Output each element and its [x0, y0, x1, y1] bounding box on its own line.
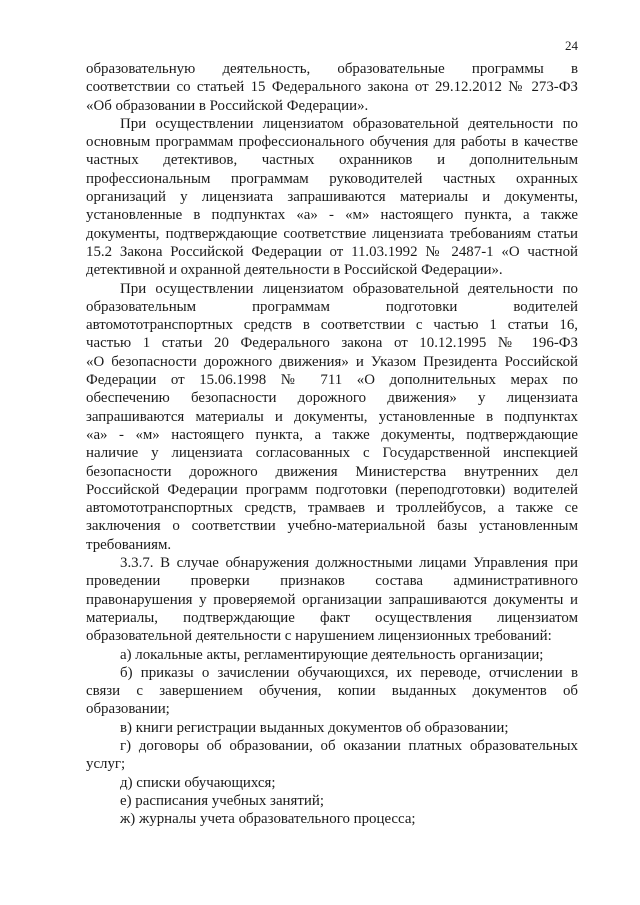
text-line: соответствии со статьей 15 Федерального закона от 29.12.2012 № 273-ФЗ — [86, 79, 578, 96]
text-line: автомототранспортных средств, трамваев и троллейбусов, а также се — [86, 500, 578, 517]
text-line: услуг; — [86, 756, 126, 773]
text-line: правонарушения у проверяемой организации запрашиваются документы и — [86, 591, 578, 608]
page-number: 24 — [565, 38, 578, 53]
text-line: обеспечению безопасности дорожного движения» у лицензиата — [86, 390, 578, 407]
text-line: материалы, подтверждающие факт осуществления лицензиатом — [86, 609, 578, 626]
text-line: ж) журналы учета образовательного процесса; — [120, 811, 416, 828]
text-line: профессиональным программам руководителей частных охранных — [86, 170, 578, 187]
text-line: связи с завершением обучения, копии выданных документов об — [86, 683, 578, 700]
text-line: «а» - «м» настоящего пункта, а также документы, подтверждающие — [86, 426, 578, 443]
text-line: е) расписания учебных занятий; — [120, 792, 324, 809]
text-line: При осуществлении лицензиатом образовательной деятельности по — [120, 280, 578, 297]
text-line: частью 1 статьи 20 Федерального закона от 10.12.1995 № 196-ФЗ — [86, 335, 578, 352]
text-line: а) локальные акты, регламентирующие деятельность организации; — [120, 646, 544, 663]
text-line: частных детективов, частных охранников и дополнительным — [86, 152, 578, 169]
text-line: г) договоры об образовании, об оказании платных образовательных — [120, 737, 578, 754]
text-line: автомототранспортных средств в соответствии с частью 1 статьи 16, — [86, 317, 578, 334]
text-line: При осуществлении лицензиатом образовательной деятельности по — [120, 115, 578, 132]
text-line: требованиям. — [86, 536, 172, 553]
text-line: наличие у лицензиата согласованных с Государственной инспекцией — [86, 445, 578, 462]
text-line: в) книги регистрации выданных документов об образовании; — [120, 719, 509, 736]
text-line: «О безопасности дорожного движения» и Указом Президента Российской — [86, 353, 578, 370]
text-line: б) приказы о зачислении обучающихся, их переводе, отчислении в — [120, 664, 578, 681]
text-line: основным программам профессионального обучения для работы в качестве — [86, 134, 578, 151]
text-line: Федерации от 15.06.1998 № 711 «О дополнительных мерах по — [86, 372, 578, 389]
text-line: организаций у лицензиата запрашиваются материалы и документы, — [86, 189, 578, 206]
text-line: «Об образовании в Российской Федерации». — [86, 97, 369, 114]
text-line: образовательной деятельности с нарушением лицензионных требований: — [86, 628, 552, 645]
text-line: 15.2 Закона Российской Федерации от 11.03.1992 № 2487-1 «О частной — [86, 243, 578, 260]
text-line: документы, подтверждающие соответствие лицензиата требованиям статьи — [86, 225, 578, 242]
text-line: детективной и охранной деятельности в Российской Федерации». — [86, 262, 503, 279]
text-line: запрашиваются материалы и документы, установленные в подпунктах — [86, 408, 578, 425]
text-line: образовательным программам подготовки водителей — [86, 298, 578, 315]
text-line: образовании; — [86, 701, 170, 718]
text-line: Российской Федерации программ подготовки (переподготовки) водителей — [86, 481, 578, 498]
text-line: проведении проверки признаков состава административного — [86, 573, 578, 590]
text-line: 3.3.7. В случае обнаружения должностными лицами Управления при — [120, 555, 578, 572]
text-line: установленные в подпунктах «а» - «м» настоящего пункта, а также — [86, 207, 578, 224]
text-line: безопасности дорожного движения Министерства внутренних дел — [86, 463, 578, 480]
text-line: образовательную деятельность, образовательные программы в — [86, 61, 578, 77]
document-body — [86, 60, 578, 828]
text-line: заключения о соответствии учебно-материальной базы установленным — [86, 518, 578, 535]
text-line: д) списки обучающихся; — [120, 774, 276, 791]
